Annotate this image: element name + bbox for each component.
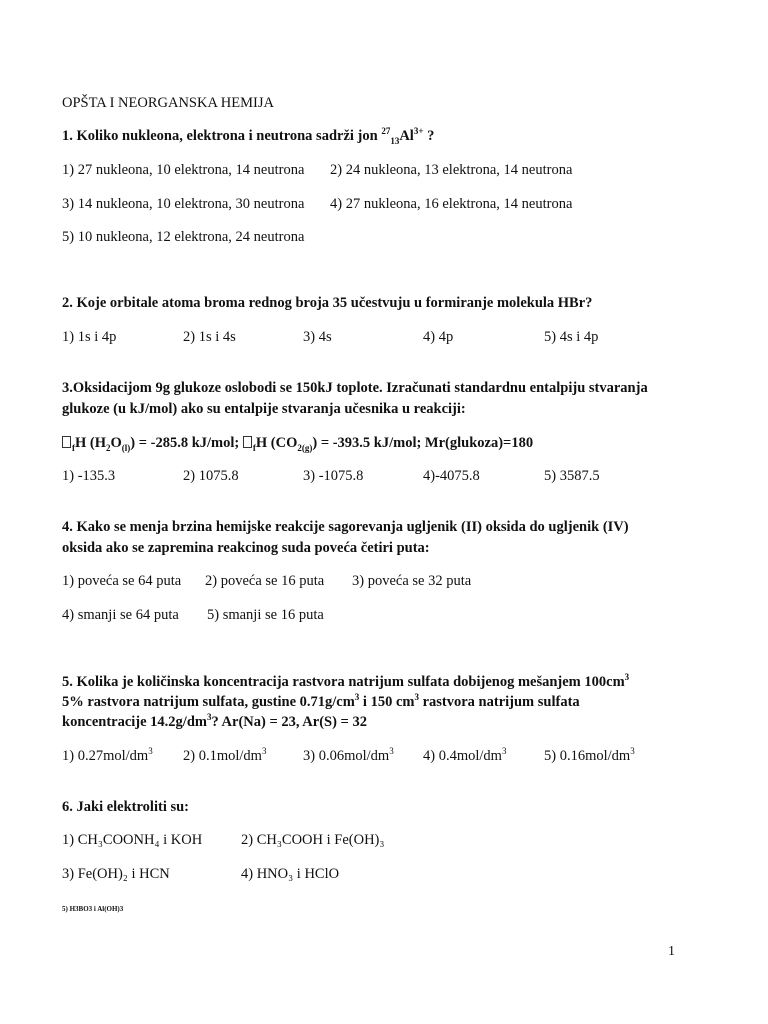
q5-answer-2-text: 2) 0.1mol/dm [183, 748, 262, 764]
q1-answer-3: 3) 14 nukleona, 10 elektrona, 30 neutrona [62, 196, 305, 212]
q5-line2a: 5% rastvora natrijum sulfata, gustine 0.71g/cm [62, 694, 355, 710]
q6-answer-3: 3) Fe(OH)₂ i HCN [62, 866, 170, 882]
q5-answer-4-text: 4) 0.4mol/dm [423, 748, 502, 764]
question-3-line-1: 3.Oksidacijom 9g glukoze oslobodi se 150kJ toplote. Izračunati standardnu entalpiju stvaranja [62, 380, 648, 396]
q4-answer-4: 4) smanji se 64 puta [62, 607, 179, 623]
sub-2g: 2(g) [297, 442, 313, 453]
q5-line1-text: 5. Kolika je količinska koncentracija rastvora natrijum sulfata dobijenog mešanjem 100cm [62, 674, 625, 690]
question-4-line-1: 4. Kako se menja brzina hemijske reakcije sagorevanja ugljenik (II) oksida do ugljenik (IV) [62, 519, 629, 535]
eq-part-3: ) = -285.8 kJ/mol; [130, 435, 240, 451]
q5-answer-2 [183, 747, 266, 765]
q3-answer-4: 4)-4075.8 [423, 468, 480, 484]
q6-answer-1: 1) CH₃COONH₄ i KOH [62, 832, 203, 848]
document-title: OPŠTA I NEORGANSKA HEMIJA [62, 95, 274, 111]
q4-answer-1: 1) poveća se 64 puta [62, 573, 182, 589]
q2-answer-5: 5) 4s i 4p [544, 329, 599, 345]
q5-line2b: i 150 cm [359, 694, 415, 710]
eq-part-1: H (H [75, 435, 107, 451]
q3-answer-2: 2) 1075.8 [183, 468, 239, 484]
eq-part-5: ) = -393.5 kJ/mol; Mr(glukoza)=180 [312, 435, 534, 451]
question-5-line-2 [62, 693, 580, 711]
q5-answer-1-text: 1) 0.27mol/dm [62, 748, 149, 764]
sub-l: (l) [121, 442, 131, 453]
q4-answer-5: 5) smanji se 16 puta [207, 607, 324, 623]
atomic-number: 13 [390, 135, 400, 146]
sup-3: 3 [148, 746, 153, 757]
q2-answer-2: 2) 1s i 4s [183, 329, 236, 345]
question-mark: ? [427, 128, 435, 144]
q6-answer-4: 4) HNO₃ i HClO [241, 866, 340, 882]
sup-3: 3 [624, 672, 630, 683]
q4-answer-2: 2) poveća se 16 puta [205, 573, 325, 589]
sub-f: f [252, 442, 256, 453]
q5-answer-3-text: 3) 0.06mol/dm [303, 748, 390, 764]
sub-2: 2 [106, 442, 111, 453]
q3-answer-5: 5) 3587.5 [544, 468, 600, 484]
sup-3: 3 [261, 746, 267, 757]
page-number: 1 [668, 944, 675, 959]
eq-part-4: H (CO [255, 435, 298, 451]
sup-3: 3 [501, 746, 507, 757]
sup-3: 3 [354, 692, 360, 703]
question-5-line-1 [62, 673, 629, 691]
sup-3: 3 [389, 746, 394, 757]
q1-answer-1: 1) 27 nukleona, 10 elektrona, 14 neutrona [62, 162, 305, 178]
q4-answer-3: 3) poveća se 32 puta [352, 573, 472, 589]
delta-symbol-icon [62, 436, 71, 448]
q5-line3a: koncentracije 14.2g/dm [62, 714, 207, 730]
q3-answer-1: 1) -135.3 [62, 468, 116, 484]
question-6: 6. Jaki elektroliti su: [62, 799, 190, 815]
q6-answer-2: 2) CH₃COOH i Fe(OH)₃ [241, 832, 385, 848]
q5-line2c: rastvora natrijum sulfata [418, 694, 580, 710]
sup-3: 3 [630, 746, 635, 757]
q2-answer-1: 1) 1s i 4p [62, 329, 117, 345]
question-5-line-3 [62, 713, 367, 731]
mass-number: 27 [381, 126, 391, 137]
element-symbol: Al [399, 128, 414, 144]
question-2: 2. Koje orbitale atoma broma rednog broja 35 učestvuju u formiranje molekula HBr? [62, 295, 593, 311]
question-1 [62, 127, 434, 145]
question-3-equation [62, 434, 533, 452]
q2-answer-4: 4) 4p [423, 329, 454, 345]
delta-symbol-icon [243, 436, 252, 448]
q5-answer-5-text: 5) 0.16mol/dm [544, 748, 631, 764]
sub-f: f [72, 442, 75, 453]
q5-line3b: ? Ar(Na) = 23, Ar(S) = 32 [211, 714, 367, 730]
q1-answer-5: 5) 10 nukleona, 12 elektrona, 24 neutrona [62, 229, 305, 245]
q2-answer-3: 3) 4s [303, 329, 332, 345]
q1-answer-2: 2) 24 nukleona, 13 elektrona, 14 neutrona [330, 162, 573, 178]
question-3-line-2: glukoze (u kJ/mol) ako su entalpije stvaranja učesnika u reakciji: [62, 401, 466, 417]
question-4-line-2: oksida ako se zapremina reakcinog suda poveća četiri puta: [62, 540, 430, 556]
eq-part-2: O [110, 435, 122, 451]
q3-answer-3: 3) -1075.8 [303, 468, 364, 484]
sup-3: 3 [206, 712, 212, 723]
ion-charge: 3+ [413, 126, 424, 137]
question-1-text: 1. Koliko nukleona, elektrona i neutrona sadrži jon [62, 128, 382, 144]
q5-answer-1 [62, 747, 153, 765]
q1-answer-4: 4) 27 nukleona, 16 elektrona, 14 neutrona [330, 196, 573, 212]
q5-answer-5 [544, 747, 635, 765]
q5-answer-4 [423, 747, 506, 765]
sup-3: 3 [414, 692, 419, 703]
q5-answer-3 [303, 747, 394, 765]
q6-answer-5: 5) H3BO3 i Al(OH)3 [62, 905, 124, 913]
